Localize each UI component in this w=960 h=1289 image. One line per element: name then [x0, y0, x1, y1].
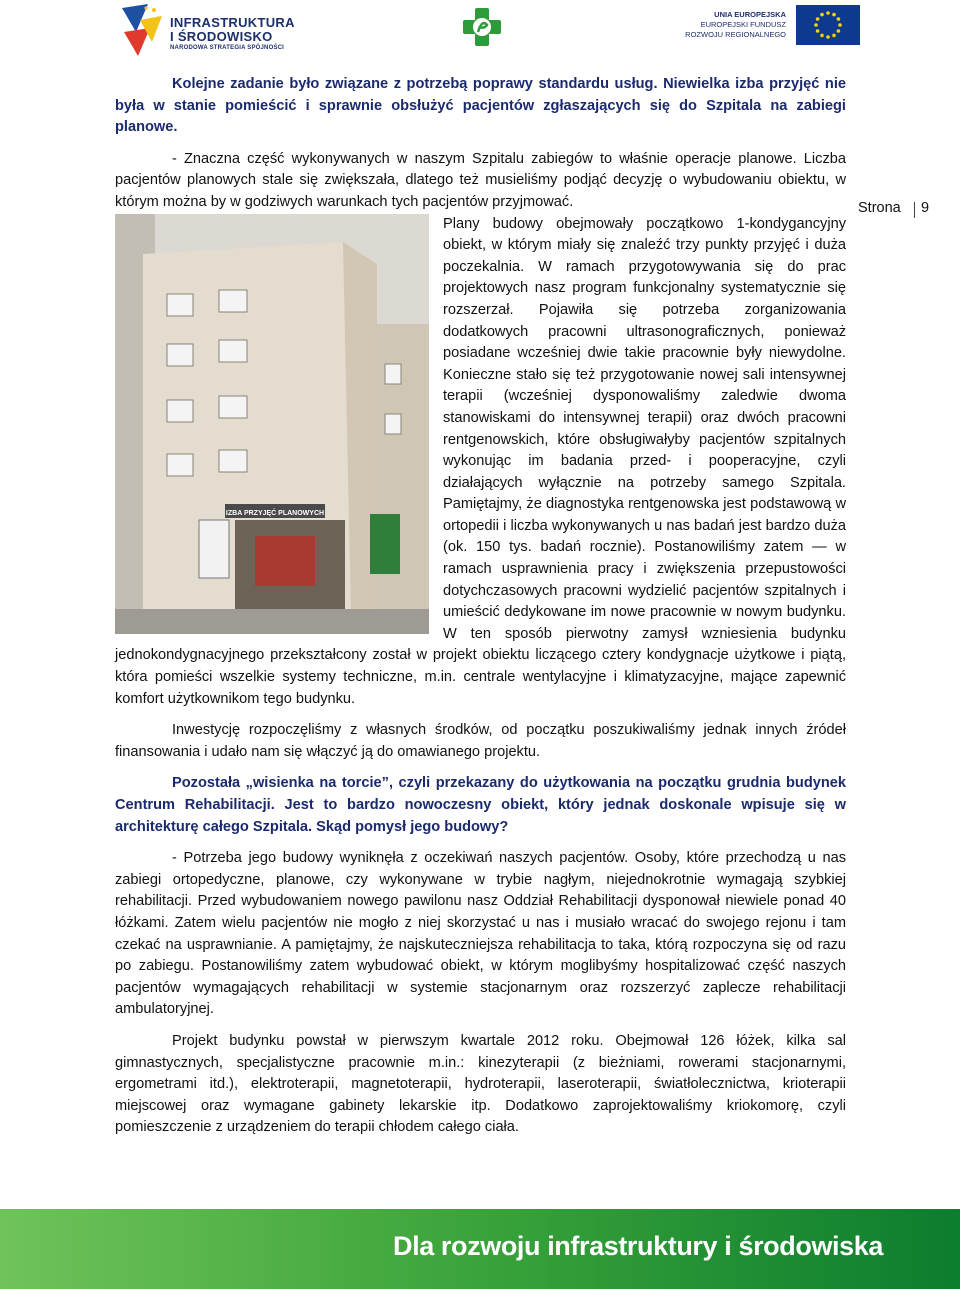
paragraph-5: Pozostała „wisienka na torcie”, czyli przekazany do użytkowania na początku grudnia budynek Centrum Rehabilitacji. Jest to bardzo nowoczesny obiekt, który jednak doskonale wpisuje się w architekturę całego Szpitala. Skąd pomysł jego budowy? — [115, 775, 846, 835]
infrastruktura-logo — [118, 2, 298, 60]
paragraph-7: Projekt budynku powstał w pierwszym kwartale 2012 roku. Obejmował 126 łóżek, kilka sal gimnastycznych, specjalistyczne pracownie m.in.: kinezyterapii (z bieżniami, rowerami stacjonarnymi, ergometrami itd.), elektroterapii, magnetoterapii, hydroterapii, laseroterapii, światłolecznictwa, krioterapii miejscowej oraz wymagane gabinety lekarskie itp. Dodatkowo zaprojektowaliśmy kriokomorę, czyli pomieszczenie z urządzeniem do terapii chłodem całego ciała. — [115, 1032, 846, 1136]
eu-line-2: EUROPEJSKI FUNDUSZ — [700, 20, 786, 29]
eu-flag-icon — [796, 5, 860, 45]
nss-emblem-icon — [118, 2, 166, 58]
paragraph-1: Kolejne zadanie było związane z potrzebą poprawy standardu usług. Niewielka izba przyjęć nie była w stanie pomieścić i sprawnie obsłużyć pacjentów zgłaszających się do Szpitala na zabiegi planowe. — [115, 76, 846, 136]
page-number: 9 — [921, 200, 930, 216]
logo-line-3: NARODOWA STRATEGIA SPÓJNOŚCI — [170, 45, 285, 51]
paragraph-6: - Potrzeba jego budowy wyniknęła z oczekiwań naszych pacjentów. Osoby, które przechodzą u nas zabiegi ortopedyczne, planowe, czy wykonywane w trybie nagłym, niejednokrotnie wymagają szybkiej rehabilitacji. Przed wybudowaniem nowego pawilonu nasz Oddział Rehabilitacji dysponował niewiele ponad 40 łóżkami. Zatem wielu pacjentów nie mogło z niej skorzystać u nas i musiało wracać do swojego rejonu i tam czekać na usprawnianie. A pamiętajmy, że najskuteczniejsza rehabilitacja to taka, którą rozpoczyna się od razu po zabiegu. Postanowiliśmy zatem wybudować obiekt, w którym moglibyśmy hospitalizować część naszych pacjentów wymagających rehabilitacji w systemie stacjonarnym oraz rozszerzyć zaplecze rehabilitacji ambulatoryjnej. — [115, 850, 846, 1018]
hospital-cross-icon — [460, 5, 504, 49]
page-number-label — [858, 200, 958, 220]
building-photo — [115, 214, 429, 634]
eu-logo — [685, 5, 860, 45]
page-label-divider — [914, 202, 915, 218]
logo-line-1: INFRASTRUKTURA — [170, 15, 295, 30]
paragraph-4: Inwestycję rozpoczęliśmy z własnych środków, od początku poszukiwaliśmy jednak innych źródeł finansowania i udało nam się włączyć ją do omawianego projektu. — [115, 722, 846, 760]
eu-line-1: UNIA EUROPEJSKA — [714, 10, 786, 19]
paragraph-2: - Znaczna część wykonywanych w naszym Szpitalu zabiegów to właśnie operacje planowe. Liczba pacjentów planowych stale się zwiększała, dlatego też musieliśmy podjąć decyzję o wybudowaniu obiektu, w którym można by w godziwych warunkach tych pacjentów przyjmować. — [115, 150, 846, 210]
page-label-text: Strona — [858, 200, 901, 216]
logo-line-2: I ŚRODOWISKO — [170, 29, 273, 44]
page-header — [0, 0, 960, 62]
article-body — [115, 74, 846, 1139]
photo-sign-text: IZBA PRZYJĘĆ PLANOWYCH — [225, 509, 325, 517]
eu-line-3: ROZWOJU REGIONALNEGO — [685, 30, 786, 39]
hospital-logo — [460, 5, 504, 49]
footer-slogan: Dla rozwoju infrastruktury i środowiska — [393, 1231, 884, 1261]
page-footer-banner — [0, 1209, 960, 1289]
paragraph-3: Plany budowy obejmowały początkowo 1-kondygancyjny obiekt, w którym miały się znaleźć trzy punkty przyjęć i duża poczekalnia. W ramach przygotowywania się do prac projektowych nasz program funkcjonalny systematycznie się rozszerzał. Pojawiła się potrzeba zorganizowania dodatkowych pracowni ultrasonograficznych, ponieważ posiadane wcześniej dwie takie pracownie były niewydolne. Konieczne stało się też przygotowanie nowej sali intensywnej terapii (wcześniej dysponowaliśmy zaledwie dwoma stanowiskami do intensywnej terapii) oraz dwóch pracowni rentgenowskich, które obsługiwałyby pacjentów szpitalnych wykonując im badania przed- i pooperacyjne, czyli działających wyłącznie na potrzeby samego Szpitala. Pamiętajmy, że diagnostyka rentgenowska jest podstawową w ortopedii i liczba wykonywanych u nas badań jest bardzo duża (ok. 150 tys. badań rocznie). Postanowiliśmy zatem — w ramach usprawnienia pracy i zwiększenia przepustowości dotychczasowych pracowni wydzielić pacjentów szpitalnych i umieścić dedykowane im nowe pracownie w nowym budynku. W ten sposób pierwotny zamysł wzniesienia budynku jednokondygnacyjnego przekształcony został w projekt obiektu liczącego cztery kondygnacje użytkowe i piątą, która pomieści wszelkie systemy techniczne, m.in. centrale wentylacyjne i klimatyzacyjne, mające zapewnić komfort użytkownikom tego budynku. — [115, 215, 846, 707]
